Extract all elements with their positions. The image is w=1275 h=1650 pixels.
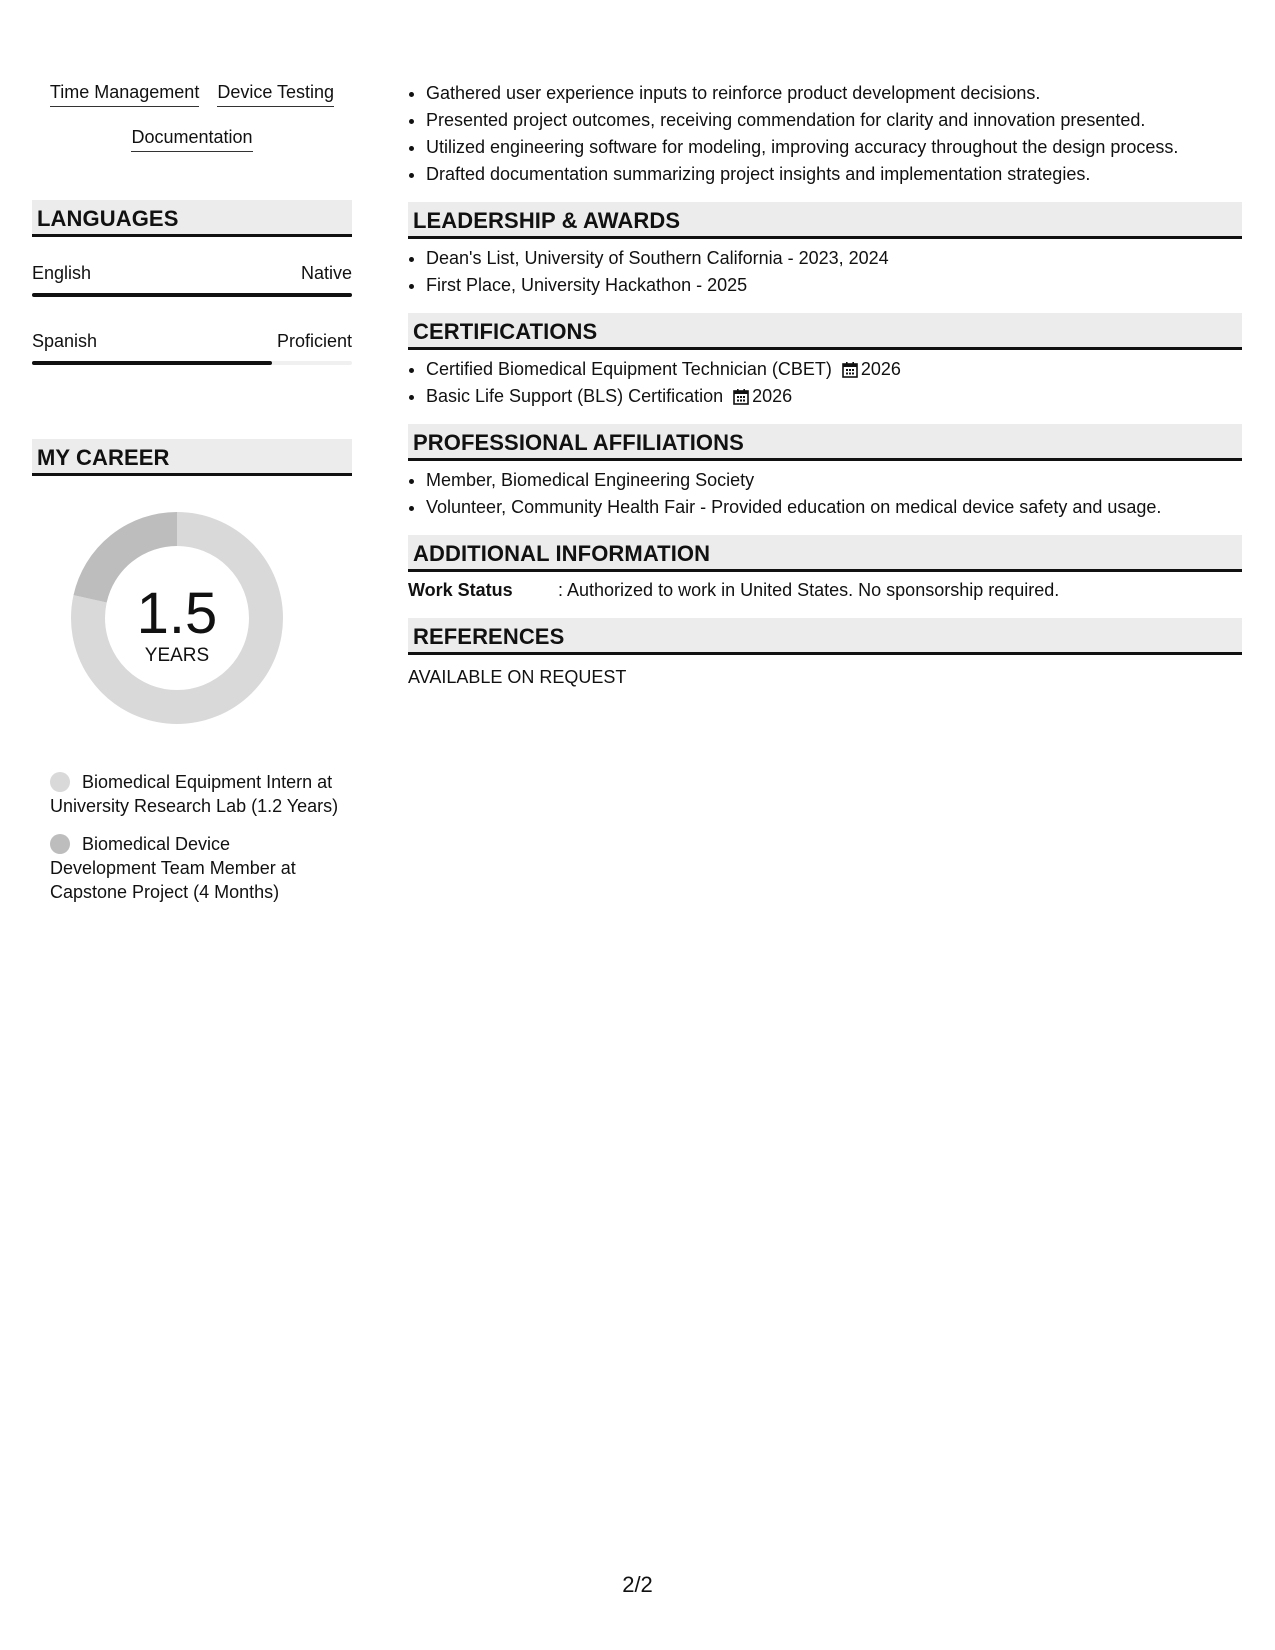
language-level: Native [300,263,352,283]
leadership-heading: LEADERSHIP & AWARDS [408,202,1242,239]
affiliations-heading: PROFESSIONAL AFFILIATIONS [408,424,1242,461]
legend-dot [50,834,70,854]
additional-info-heading: ADDITIONAL INFORMATION [408,535,1242,572]
language-level: Proficient [276,331,352,351]
list-item: • First Place, University Hackathon - 2025 [426,272,1242,299]
career-total: 1.5 [136,581,218,646]
legend-dot [50,772,70,792]
affiliations-list [408,467,1242,521]
certifications-list [408,356,1242,410]
work-status-row [408,578,1242,602]
experience-bullets [408,80,1242,188]
list-item: • Member, Biomedical Engineering Society [426,467,1242,494]
career-legend [32,770,352,904]
left-column [32,80,352,904]
certification-year: 2026 [752,386,793,406]
certification-name: Certified Biomedical Equipment Technician (CBET) [426,359,832,379]
language-bar-fill [32,361,272,365]
skill-tag: Device Testing [217,80,334,107]
leadership-list [408,245,1242,299]
career-donut-chart [32,506,352,746]
list-item: • Dean's List, University of Southern California - 2023, 2024 [426,245,1242,272]
calendar-icon [733,388,749,405]
language-name: English [32,263,92,283]
certification-name: Basic Life Support (BLS) Certification [426,386,724,406]
list-item: • Gathered user experience inputs to reinforce product development decisions. [426,80,1242,107]
language-bar [32,361,352,365]
language-name: Spanish [32,331,98,351]
languages-heading: LANGUAGES [32,200,352,237]
language-item [32,329,352,365]
legend-item [50,832,340,904]
language-bar [32,293,352,297]
skill-tag: Documentation [131,125,252,152]
legend-item [50,770,340,818]
career-heading: MY CAREER [32,439,352,476]
legend-label: Biomedical Device Development Team Member at Capstone Project (4 Months) [50,834,296,902]
certification-year: 2026 [860,359,901,379]
legend-label: Biomedical Equipment Intern at University Research Lab (1.2 Years) [50,772,339,816]
page-number: 2/2 [622,1572,653,1597]
skill-tag: Time Management [50,80,199,107]
work-status-label: Work Status [408,580,513,600]
language-item [32,261,352,297]
work-status-value: : Authorized to work in United States. No sponsorship required. [558,580,1060,600]
references-heading: REFERENCES [408,618,1242,655]
skills-list [32,80,352,152]
list-item [426,383,1242,410]
certifications-heading: CERTIFICATIONS [408,313,1242,350]
career-unit: YEARS [144,645,210,666]
calendar-icon [842,361,858,378]
list-item: • Presented project outcomes, receiving commendation for clarity and innovation presented. [426,107,1242,134]
list-item: • Drafted documentation summarizing project insights and implementation strategies. [426,161,1242,188]
list-item [426,356,1242,383]
language-bar-fill [32,293,352,297]
list-item: • Volunteer, Community Health Fair - Provided education on medical device safety and usage. [426,494,1242,521]
list-item: • Utilized engineering software for modeling, improving accuracy throughout the design process. [426,134,1242,161]
right-column [408,80,1242,689]
references-text: AVAILABLE ON REQUEST [408,667,627,687]
